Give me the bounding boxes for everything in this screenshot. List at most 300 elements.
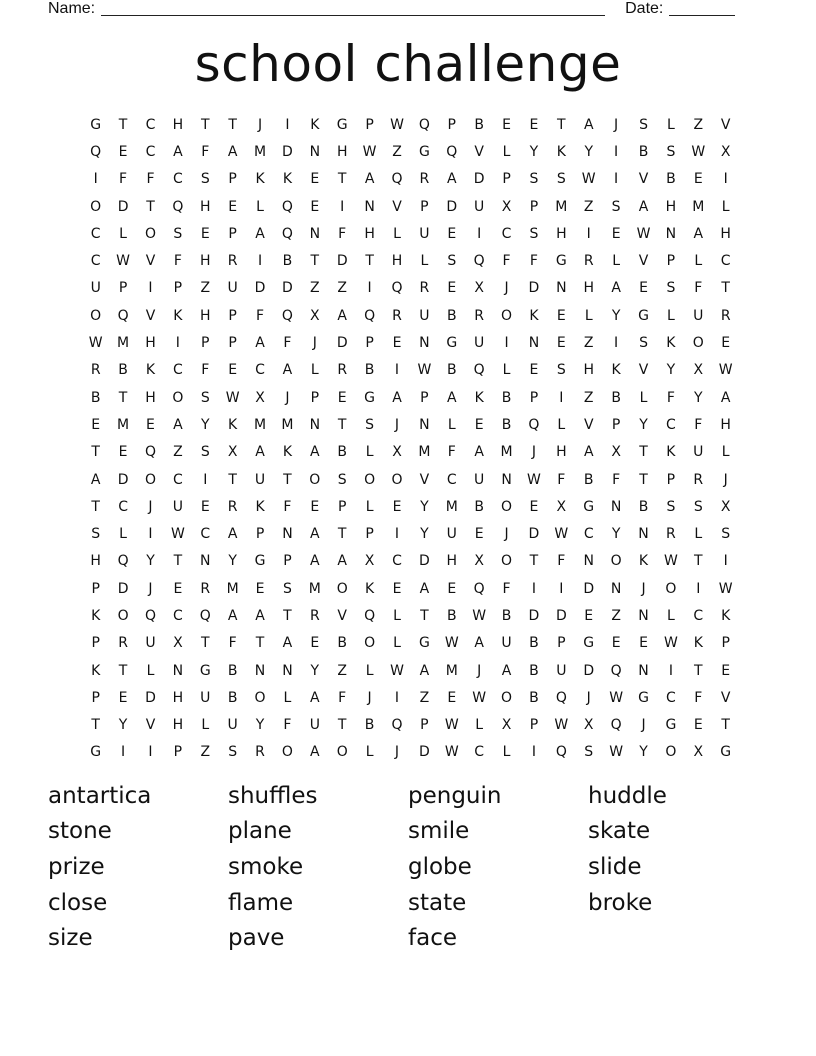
grid-letter: D xyxy=(528,526,540,543)
grid-letter: B xyxy=(227,689,238,706)
grid-letter: H xyxy=(556,444,567,461)
grid-letter: F xyxy=(502,253,511,270)
grid-letter: D xyxy=(528,607,540,624)
grid-letter: Q xyxy=(473,362,485,379)
grid-letter: R xyxy=(419,280,430,297)
grid-letter: A xyxy=(611,280,621,297)
grid-letter: R xyxy=(90,362,101,379)
grid-letter: Z xyxy=(419,689,430,706)
grid-letter: C xyxy=(172,362,183,379)
grid-letter: Q xyxy=(144,444,156,461)
grid-letter: X xyxy=(693,362,704,379)
grid-letter: T xyxy=(91,444,100,461)
grid-letter: K xyxy=(693,635,703,652)
grid-letter: D xyxy=(117,471,129,488)
grid-letter: H xyxy=(556,225,567,242)
grid-letter: I xyxy=(148,744,153,761)
grid-letter: W xyxy=(444,744,459,761)
page-title: school challenge xyxy=(194,35,622,93)
grid-letter: S xyxy=(639,335,648,352)
grid-letter: K xyxy=(556,143,566,160)
grid-letter: B xyxy=(364,717,375,734)
grid-letter: J xyxy=(504,526,509,543)
grid-letter: C xyxy=(583,526,594,543)
grid-letter: P xyxy=(91,635,100,652)
grid-letter: M xyxy=(281,416,294,433)
grid-letter: L xyxy=(694,253,703,270)
grid-letter: L xyxy=(119,225,127,242)
grid-letter: X xyxy=(611,444,621,461)
grid-letter: I xyxy=(285,116,290,133)
grid-letter: P xyxy=(173,744,183,761)
grid-letter: L xyxy=(393,635,401,652)
grid-letter: X xyxy=(227,444,238,461)
grid-letter: S xyxy=(282,580,292,597)
grid-letter: V xyxy=(720,116,731,133)
word-bank-item: antartica xyxy=(48,782,152,809)
grid-letter: I xyxy=(394,526,400,543)
grid-letter: P xyxy=(420,389,429,406)
grid-letter: I xyxy=(668,662,673,679)
grid-letter: F xyxy=(502,580,511,597)
grid-letter: S xyxy=(200,444,210,461)
grid-letter: U xyxy=(501,635,512,652)
grid-letter: A xyxy=(90,471,101,488)
grid-letter: F xyxy=(283,717,292,734)
grid-letter: X xyxy=(720,143,731,160)
grid-letter: V xyxy=(145,253,156,270)
grid-letter: K xyxy=(310,116,320,133)
grid-letter: K xyxy=(228,416,238,433)
word-bank-item: shuffles xyxy=(228,782,318,809)
grid-letter: P xyxy=(557,635,566,652)
grid-letter: N xyxy=(638,662,649,679)
grid-letter: P xyxy=(721,635,730,652)
grid-letter: A xyxy=(227,143,238,160)
grid-letter: N xyxy=(556,280,567,297)
grid-letter: Y xyxy=(200,416,210,433)
grid-letter: L xyxy=(420,253,429,270)
grid-letter: T xyxy=(529,553,539,570)
grid-letter: L xyxy=(365,444,374,461)
grid-letter: L xyxy=(393,225,401,242)
grid-letter: E xyxy=(474,416,484,433)
grid-letter: O xyxy=(281,744,293,761)
grid-letter: B xyxy=(364,362,375,379)
grid-letter: L xyxy=(283,689,292,706)
grid-letter: M xyxy=(253,143,267,160)
grid-letter: C xyxy=(693,607,704,624)
grid-letter: F xyxy=(447,444,456,461)
grid-letter: Q xyxy=(281,225,293,242)
grid-letter: J xyxy=(614,116,619,133)
grid-letter: V xyxy=(392,198,402,215)
grid-letter: H xyxy=(199,198,211,215)
grid-letter: U xyxy=(446,526,457,543)
grid-letter: U xyxy=(254,471,266,488)
grid-letter: A xyxy=(419,580,430,597)
grid-letter: H xyxy=(446,553,458,570)
grid-letter: E xyxy=(693,171,703,188)
grid-letter: N xyxy=(364,198,375,215)
grid-letter: B xyxy=(501,389,512,406)
grid-letter: L xyxy=(119,526,127,543)
grid-letter: J xyxy=(285,389,290,406)
grid-letter: F xyxy=(146,171,155,188)
grid-letter: M xyxy=(418,444,431,461)
date-label: Date: xyxy=(625,0,664,17)
grid-letter: T xyxy=(310,253,320,270)
grid-letter: A xyxy=(337,307,347,324)
grid-letter: P xyxy=(365,116,374,133)
grid-letter: H xyxy=(336,143,348,160)
grid-letter: C xyxy=(392,553,402,570)
word-bank-item: slide xyxy=(588,853,642,880)
grid-letter: F xyxy=(201,362,210,379)
grid-letter: L xyxy=(447,416,456,433)
grid-letter: H xyxy=(145,335,156,352)
grid-letter: O xyxy=(117,607,129,624)
word-bank-item: size xyxy=(48,925,93,952)
grid-letter: H xyxy=(665,198,677,215)
grid-letter: J xyxy=(504,280,509,297)
grid-letter: O xyxy=(144,225,156,242)
name-field[interactable] xyxy=(101,14,605,16)
grid-letter: D xyxy=(528,280,540,297)
grid-letter: T xyxy=(694,553,703,570)
word-bank-item: stone xyxy=(48,818,112,845)
grid-letter: K xyxy=(611,362,621,379)
grid-letter: I xyxy=(531,744,537,761)
grid-letter: E xyxy=(639,280,648,297)
grid-letter: S xyxy=(666,498,676,515)
grid-letter: T xyxy=(283,471,292,488)
grid-letter: O xyxy=(501,553,513,570)
grid-letter: H xyxy=(583,362,594,379)
grid-letter: Y xyxy=(611,307,621,324)
grid-letter: G xyxy=(199,662,211,679)
grid-letter: H xyxy=(199,253,211,270)
grid-letter: N xyxy=(638,607,649,624)
grid-letter: I xyxy=(121,744,126,761)
grid-letter: J xyxy=(477,662,482,679)
grid-letter: Y xyxy=(639,744,648,761)
grid-letter: D xyxy=(336,335,348,352)
grid-letter: M xyxy=(445,498,458,515)
grid-letter: A xyxy=(364,171,375,188)
grid-letter: E xyxy=(611,635,621,652)
grid-letter: X xyxy=(255,389,265,406)
grid-letter: C xyxy=(90,225,101,242)
grid-letter: I xyxy=(586,225,591,242)
grid-letter: G xyxy=(446,335,458,352)
grid-letter: T xyxy=(118,662,128,679)
grid-letter: I xyxy=(175,335,180,352)
grid-letter: G xyxy=(583,635,595,652)
grid-letter: K xyxy=(529,307,539,324)
grid-letter: T xyxy=(228,471,237,488)
grid-letter: O xyxy=(90,198,102,215)
grid-letter: O xyxy=(364,471,376,488)
grid-letter: S xyxy=(584,744,594,761)
grid-letter: P xyxy=(201,335,210,352)
grid-letter: I xyxy=(148,280,153,297)
word-bank-item: penguin xyxy=(408,782,502,809)
grid-letter: F xyxy=(338,225,347,242)
grid-letter: B xyxy=(282,253,293,270)
grid-letter: I xyxy=(203,471,208,488)
word-bank-item: huddle xyxy=(588,782,667,809)
grid-letter: N xyxy=(665,225,677,242)
grid-letter: C xyxy=(172,171,183,188)
grid-letter: E xyxy=(502,116,511,133)
grid-letter: E xyxy=(255,580,265,597)
grid-letter: V xyxy=(145,307,156,324)
grid-letter: D xyxy=(282,143,293,160)
grid-letter: R xyxy=(227,253,238,270)
grid-letter: B xyxy=(90,389,101,406)
grid-letter: X xyxy=(583,717,594,734)
grid-letter: U xyxy=(309,717,320,734)
grid-letter: T xyxy=(420,607,429,624)
grid-letter: D xyxy=(117,580,129,597)
grid-letter: B xyxy=(501,607,512,624)
grid-letter: E xyxy=(200,225,210,242)
grid-letter: E xyxy=(310,198,320,215)
grid-letter: H xyxy=(391,253,403,270)
word-bank-item: plane xyxy=(228,818,292,845)
grid-letter: T xyxy=(200,116,210,133)
grid-letter: W xyxy=(554,717,569,734)
grid-letter: L xyxy=(694,526,703,543)
grid-letter: Z xyxy=(392,143,402,160)
grid-letter: Y xyxy=(529,143,539,160)
grid-letter: P xyxy=(228,171,237,188)
grid-letter: I xyxy=(504,335,509,352)
header xyxy=(48,0,740,18)
grid-letter: Q xyxy=(391,171,403,188)
grid-letter: Q xyxy=(473,253,485,270)
grid-letter: A xyxy=(255,607,265,624)
grid-letter: O xyxy=(364,635,376,652)
grid-letter: W xyxy=(609,744,624,761)
grid-letter: A xyxy=(227,526,238,543)
grid-letter: P xyxy=(666,253,676,270)
grid-letter: K xyxy=(255,171,265,188)
word-bank-item: flame xyxy=(228,889,294,916)
grid-letter: A xyxy=(227,607,238,624)
grid-letter: U xyxy=(474,471,485,488)
grid-letter: E xyxy=(118,143,128,160)
grid-letter: E xyxy=(91,416,101,433)
grid-letter: Y xyxy=(118,717,128,734)
grid-letter: Q xyxy=(281,198,293,215)
grid-letter: P xyxy=(529,389,539,406)
grid-letter: A xyxy=(173,143,183,160)
grid-letter: R xyxy=(392,307,402,324)
grid-letter: R xyxy=(337,362,348,379)
grid-letter: D xyxy=(446,198,458,215)
grid-letter: A xyxy=(310,689,320,706)
grid-letter: C xyxy=(172,471,183,488)
grid-letter: P xyxy=(91,580,100,597)
grid-letter: T xyxy=(146,198,155,215)
grid-letter: E xyxy=(200,498,210,515)
grid-letter: T xyxy=(173,553,183,570)
grid-letter: Q xyxy=(90,143,102,160)
grid-letter: C xyxy=(145,143,156,160)
grid-letter: I xyxy=(614,335,619,352)
grid-letter: Z xyxy=(310,280,320,297)
grid-letter: D xyxy=(583,580,595,597)
grid-letter: P xyxy=(173,280,183,297)
grid-letter: C xyxy=(720,253,731,270)
grid-letter: B xyxy=(118,362,128,379)
grid-letter: C xyxy=(90,253,101,270)
grid-letter: F xyxy=(557,471,566,488)
grid-letter: X xyxy=(310,307,320,324)
grid-letter: E xyxy=(228,362,238,379)
grid-letter: I xyxy=(723,553,728,570)
grid-letter: N xyxy=(309,416,321,433)
grid-letter: X xyxy=(364,553,375,570)
grid-letter: F xyxy=(612,471,621,488)
grid-letter: G xyxy=(638,689,649,706)
grid-letter: I xyxy=(394,362,400,379)
grid-letter: P xyxy=(611,416,621,433)
grid-letter: B xyxy=(474,116,484,133)
grid-letter: B xyxy=(638,143,649,160)
grid-letter: A xyxy=(392,389,402,406)
grid-letter: A xyxy=(501,662,512,679)
grid-letter: P xyxy=(310,389,320,406)
grid-letter: K xyxy=(173,307,183,324)
grid-letter: T xyxy=(721,280,730,297)
grid-letter: A xyxy=(255,335,265,352)
word-bank-item: pave xyxy=(228,925,285,952)
grid-letter: P xyxy=(447,116,456,133)
grid-letter: K xyxy=(91,607,101,624)
grid-letter: T xyxy=(118,389,128,406)
grid-letter: K xyxy=(282,171,293,188)
grid-letter: F xyxy=(529,253,538,270)
grid-letter: Q xyxy=(199,607,211,624)
grid-letter: Y xyxy=(255,717,265,734)
grid-letter: A xyxy=(173,416,183,433)
grid-letter: C xyxy=(255,362,265,379)
grid-letter: Q xyxy=(281,307,293,324)
grid-letter: G xyxy=(364,389,376,406)
grid-letter: O xyxy=(501,498,513,515)
grid-letter: B xyxy=(666,171,676,188)
grid-letter: O xyxy=(501,689,513,706)
grid-letter: I xyxy=(723,171,728,188)
grid-letter: K xyxy=(474,389,484,406)
grid-letter: P xyxy=(283,553,292,570)
grid-letter: G xyxy=(336,116,348,133)
grid-letter: B xyxy=(529,662,539,679)
grid-letter: Q xyxy=(446,143,458,160)
grid-letter: W xyxy=(170,526,185,543)
grid-letter: N xyxy=(583,553,594,570)
grid-letter: B xyxy=(501,416,512,433)
grid-letter: I xyxy=(614,143,619,160)
grid-letter: O xyxy=(665,744,677,761)
grid-letter: E xyxy=(556,307,566,324)
grid-letter: Q xyxy=(610,662,622,679)
grid-letter: E xyxy=(474,526,484,543)
grid-letter: S xyxy=(447,253,457,270)
word-bank-item: smoke xyxy=(228,853,304,880)
grid-letter: T xyxy=(118,116,128,133)
grid-letter: L xyxy=(256,198,264,215)
grid-letter: W xyxy=(417,362,432,379)
grid-letter: N xyxy=(610,498,622,515)
grid-letter: T xyxy=(365,253,374,270)
grid-letter: G xyxy=(90,116,102,133)
grid-letter: I xyxy=(614,171,619,188)
grid-letter: K xyxy=(666,444,676,461)
grid-letter: E xyxy=(447,689,457,706)
grid-letter: U xyxy=(227,280,238,297)
grid-letter: E xyxy=(611,225,621,242)
grid-letter: P xyxy=(666,471,676,488)
grid-letter: X xyxy=(501,717,512,734)
grid-letter: M xyxy=(308,580,321,597)
grid-letter: D xyxy=(555,607,567,624)
grid-letter: J xyxy=(394,416,400,433)
grid-letter: N xyxy=(309,143,321,160)
word-bank-item: state xyxy=(408,889,467,916)
grid-letter: B xyxy=(529,689,539,706)
grid-letter: B xyxy=(337,635,348,652)
grid-letter: P xyxy=(420,717,429,734)
grid-letter: T xyxy=(283,607,292,624)
grid-letter: O xyxy=(254,689,266,706)
grid-letter: K xyxy=(91,662,101,679)
grid-letter: A xyxy=(255,444,265,461)
grid-letter: N xyxy=(501,471,512,488)
grid-letter: B xyxy=(638,498,649,515)
grid-letter: J xyxy=(531,444,537,461)
grid-letter: Y xyxy=(420,526,429,543)
grid-letter: E xyxy=(529,362,539,379)
grid-letter: W xyxy=(390,116,404,133)
grid-letter: V xyxy=(419,471,430,488)
grid-letter: T xyxy=(694,662,703,679)
grid-letter: E xyxy=(721,335,731,352)
date-field[interactable] xyxy=(669,14,735,16)
grid-letter: W xyxy=(718,580,733,597)
grid-letter: N xyxy=(172,662,184,679)
grid-letter: J xyxy=(641,717,646,734)
grid-letter: J xyxy=(148,580,153,597)
grid-letter: I xyxy=(696,580,701,597)
grid-letter: W xyxy=(663,635,678,652)
grid-letter: S xyxy=(365,416,375,433)
grid-letter: A xyxy=(474,444,484,461)
grid-letter: M xyxy=(555,198,568,215)
grid-letter: I xyxy=(367,280,372,297)
grid-letter: E xyxy=(447,280,457,297)
grid-letter: Z xyxy=(583,198,594,215)
grid-letter: S xyxy=(611,198,621,215)
grid-letter: J xyxy=(257,116,263,133)
grid-letter: R xyxy=(720,307,731,324)
grid-letter: F xyxy=(694,416,703,433)
grid-letter: W xyxy=(88,335,103,352)
grid-letter: U xyxy=(556,662,567,679)
